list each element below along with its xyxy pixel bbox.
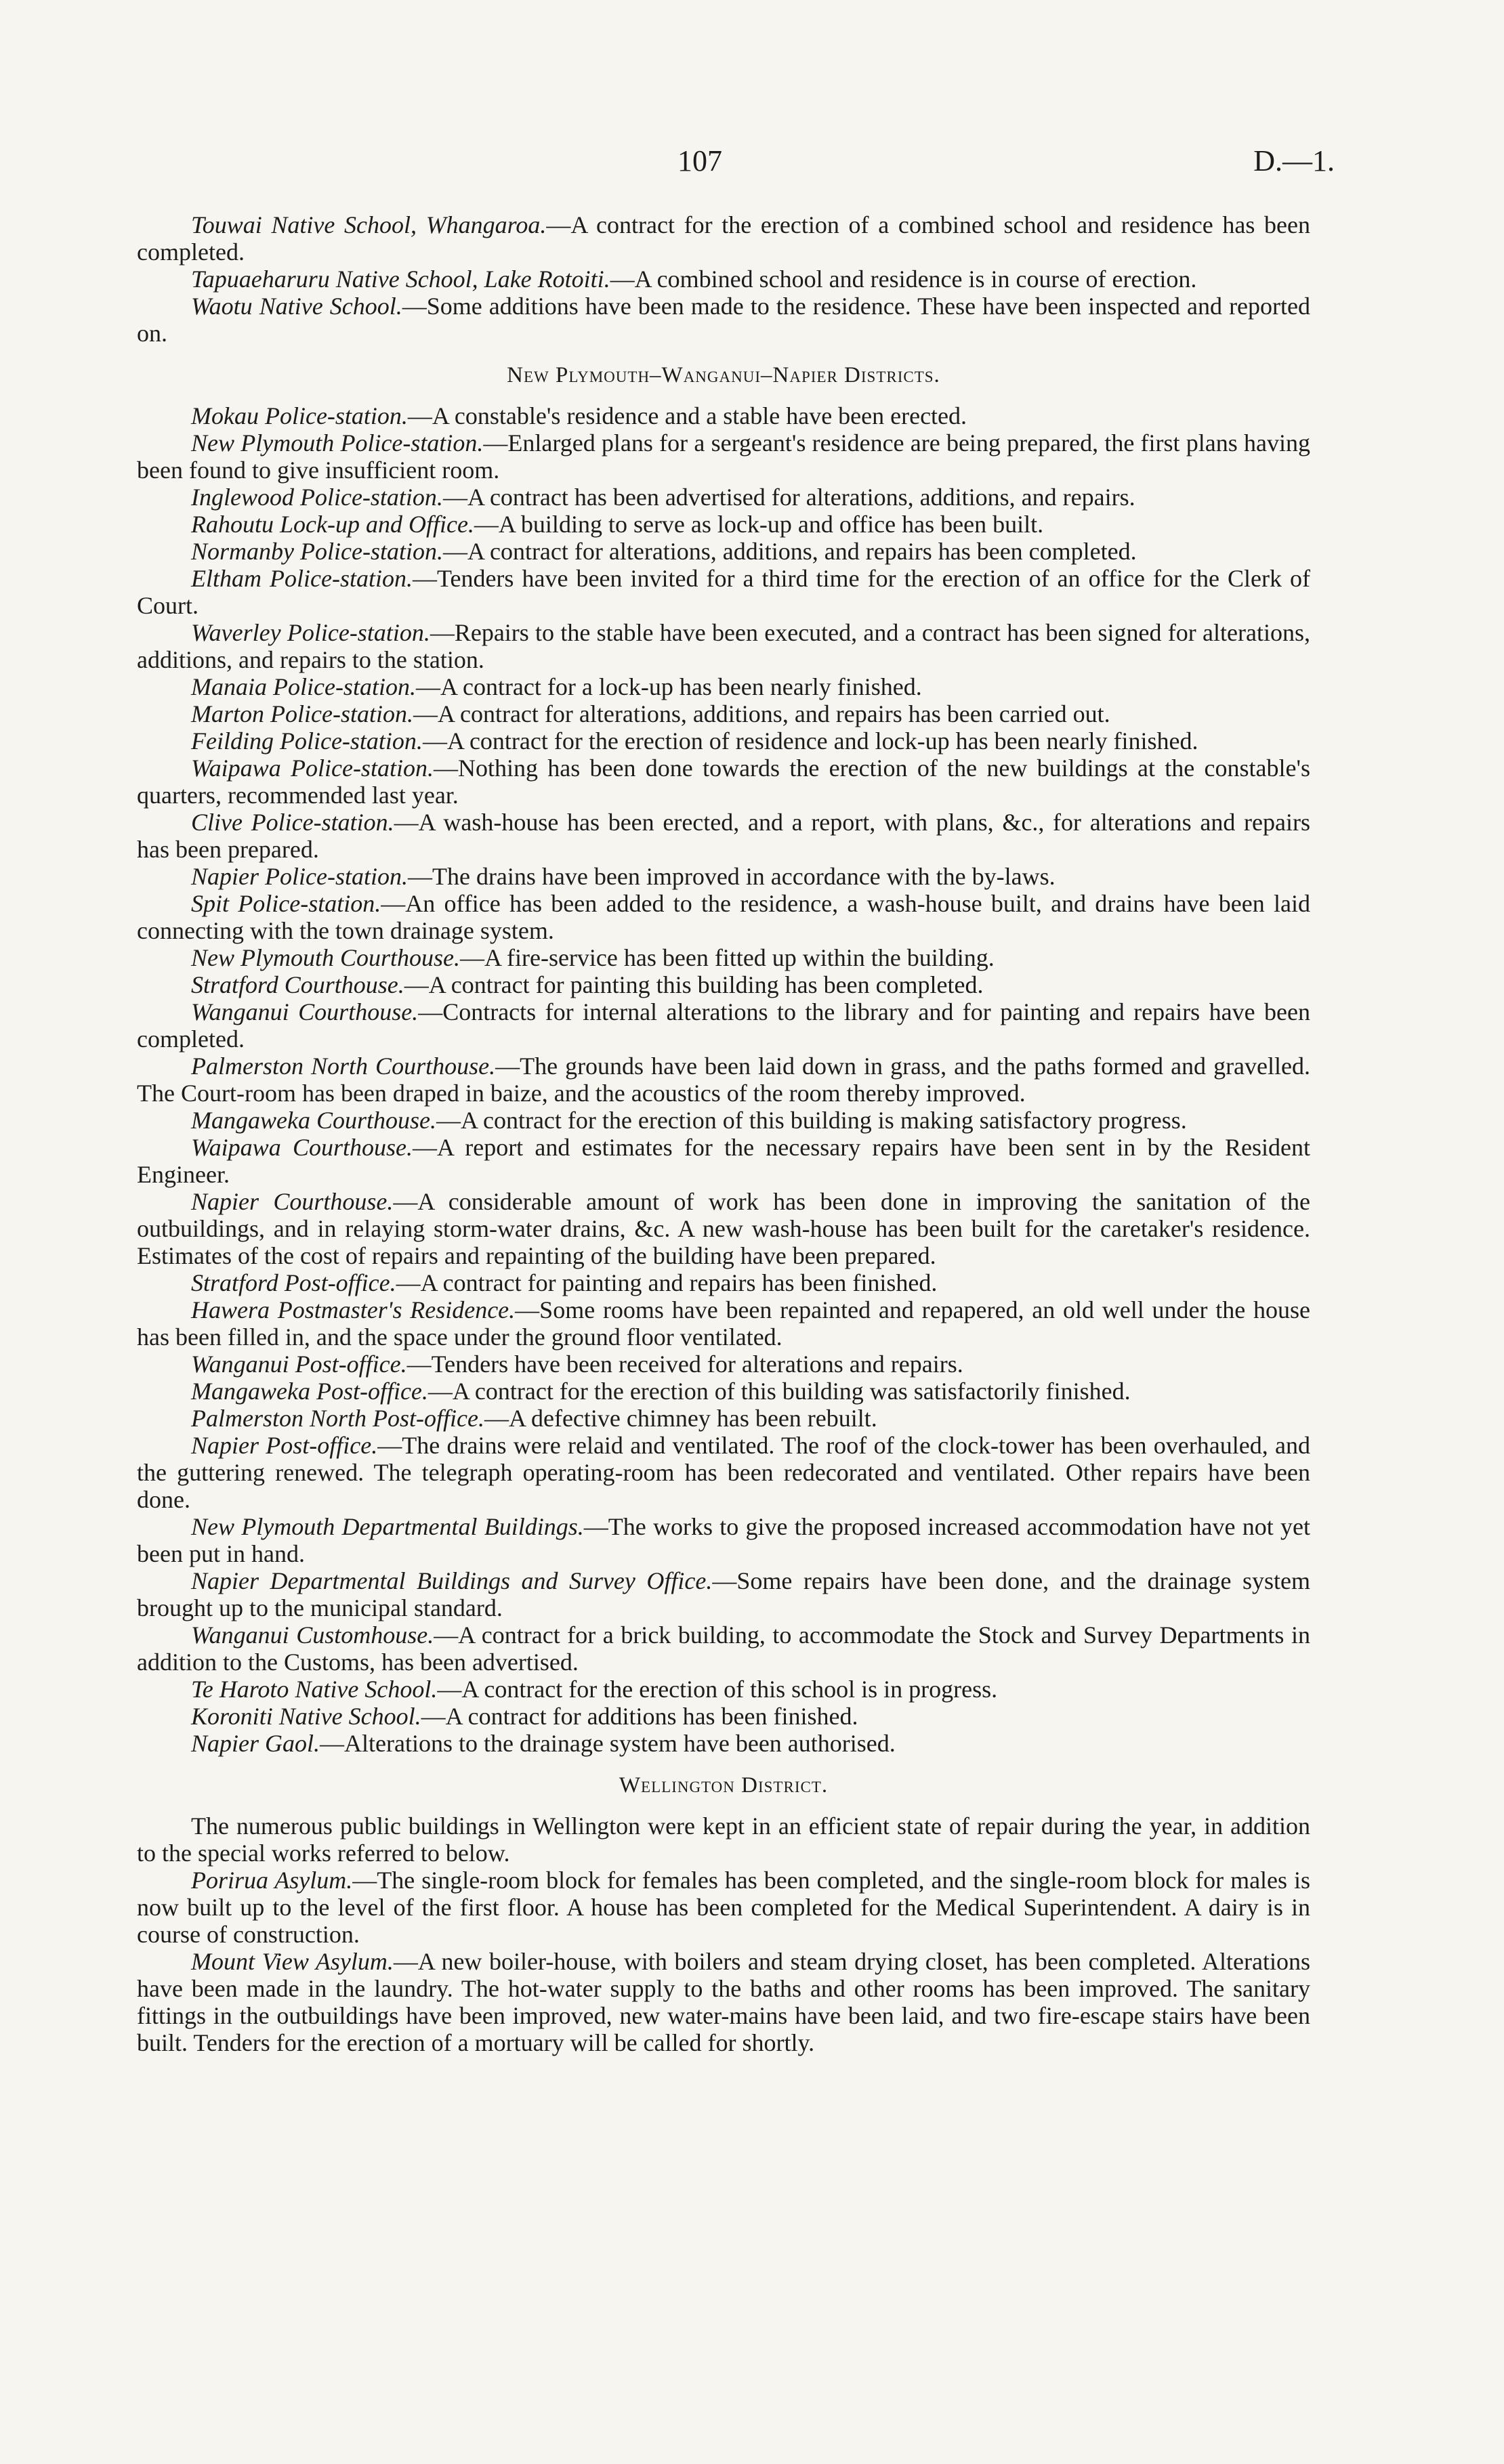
- paragraph: [137, 1378, 1310, 1405]
- paragraph-title: New Plymouth Courthouse.: [191, 944, 460, 971]
- paragraph: [137, 700, 1310, 727]
- paragraph-title: Touwai Native School, Whangaroa.: [191, 211, 547, 238]
- paragraph-title: Waverley Police-station.: [191, 619, 430, 646]
- paragraph: [137, 1621, 1310, 1676]
- paragraph-text: —Some rooms have been repainted and repapered, an old well under the house has been filled in, and the space under the ground floor ventilated.: [137, 1296, 1311, 1351]
- paragraph-text: —A contract for the erection of this building is making satisfactory progress.: [436, 1107, 1187, 1134]
- paragraph-title: Wanganui Customhouse.: [191, 1621, 434, 1649]
- paragraph-text: —The drains have been improved in accordance with the by-laws.: [407, 863, 1056, 890]
- paragraph: [137, 1405, 1310, 1432]
- paragraph: [137, 293, 1310, 347]
- paragraph-title: Stratford Post-office.: [191, 1269, 396, 1296]
- paragraph: [137, 1053, 1310, 1107]
- paragraph: [137, 511, 1310, 538]
- paragraph: [137, 1269, 1310, 1296]
- paragraph-title: Rahoutu Lock-up and Office.: [191, 511, 474, 538]
- paragraph: [137, 619, 1310, 673]
- paragraph-text: —A report and estimates for the necessary repairs have been sent in by the Resident Engineer.: [137, 1134, 1310, 1188]
- paragraph-text: —A contract for alterations, additions, and repairs has been carried out.: [413, 700, 1110, 727]
- paragraph-text: —A contract for the erection of a combined school and residence has been completed.: [137, 211, 1310, 265]
- paragraph-text: —A building to serve as lock-up and office has been built.: [474, 511, 1044, 538]
- paragraph-title: Spit Police-station.: [191, 890, 381, 917]
- paragraph-text: The numerous public buildings in Wellington were kept in an efficient state of repair during the year, in addition to the special works referred to below.: [137, 1812, 1310, 1867]
- paragraph-text: —A contract for alterations, additions, and repairs has been completed.: [442, 538, 1137, 565]
- paragraph-title: Stratford Courthouse.: [191, 971, 404, 998]
- paragraph-title: Porirua Asylum.: [191, 1867, 353, 1894]
- paragraph-text: —A defective chimney has been rebuilt.: [484, 1405, 877, 1432]
- paragraph-text: —Repairs to the stable have been executed, and a contract has been signed for alterations, additions, and repairs to the station.: [137, 619, 1310, 673]
- paragraph-title: Clive Police-station.: [191, 809, 394, 836]
- page-header: [0, 144, 1504, 184]
- paragraph-title: Normanby Police-station.: [191, 538, 443, 565]
- document-reference: D.—1.: [1253, 144, 1335, 177]
- paragraph-text: —A contract for additions has been finished.: [421, 1703, 858, 1730]
- page-number: 107: [677, 144, 722, 177]
- paragraph: [137, 1188, 1310, 1269]
- paragraph-text: —A wash-house has been erected, and a report, with plans, &c., for alterations and repairs has been prepared.: [137, 809, 1310, 863]
- paragraph-title: Mangaweka Post-office.: [191, 1378, 428, 1405]
- paragraph-text: —Contracts for internal alterations to the library and for painting and repairs have been completed.: [137, 998, 1310, 1053]
- paragraph-title: Koroniti Native School.: [191, 1703, 421, 1730]
- paragraph: [137, 1703, 1310, 1730]
- paragraph-text: —Alterations to the drainage system have been authorised.: [320, 1730, 896, 1757]
- paragraph-title: Palmerston North Post-office.: [191, 1405, 484, 1432]
- paragraph-text: —A contract for the erection of this school is in progress.: [437, 1676, 998, 1703]
- paragraph-text: —Tenders have been invited for a third time for the erection of an office for the Clerk of Court.: [137, 565, 1311, 619]
- paragraph: [137, 1676, 1310, 1703]
- paragraph-title: Palmerston North Courthouse.: [191, 1053, 496, 1080]
- section-heading: Wellington District.: [619, 1773, 829, 1798]
- paragraph-title: Wanganui Courthouse.: [191, 998, 419, 1025]
- paragraph-title: Wanganui Post-office.: [191, 1351, 407, 1378]
- paragraph-title: Tapuaeharuru Native School, Lake Rotoiti.: [191, 265, 610, 293]
- paragraph: [137, 863, 1310, 890]
- paragraph: [137, 1812, 1310, 1867]
- paragraph-text: —A contract for painting this building has been completed.: [404, 971, 984, 998]
- paragraph-text: —A contract for the erection of residence and lock-up has been nearly finished.: [422, 727, 1198, 755]
- paragraph: [137, 211, 1310, 265]
- paragraph-title: Napier Departmental Buildings and Survey Office.: [191, 1567, 713, 1594]
- document-body: [137, 211, 1310, 2056]
- paragraph: [137, 1432, 1310, 1513]
- paragraph: [137, 727, 1310, 755]
- paragraph-text: —A contract for painting and repairs has been finished.: [396, 1269, 938, 1296]
- paragraph-title: Waipawa Police-station.: [191, 755, 434, 782]
- paragraph: [137, 1513, 1310, 1567]
- paragraph-text: —A combined school and residence is in course of erection.: [610, 265, 1197, 293]
- paragraph: [137, 1351, 1310, 1378]
- paragraph: [137, 1296, 1310, 1351]
- paragraph-text: —Some additions have been made to the residence. These have been inspected and reported on.: [137, 293, 1311, 347]
- paragraph: [137, 1567, 1310, 1621]
- paragraph-title: Waipawa Courthouse.: [191, 1134, 413, 1161]
- paragraph-text: —The drains were relaid and ventilated. The roof of the clock-tower has been overhauled, and the guttering renewed. The telegraph operating-room has been redecorated and ventilated. Other repairs have been done.: [137, 1432, 1310, 1513]
- paragraph-title: Napier Post-office.: [191, 1432, 378, 1459]
- paragraph: [137, 890, 1310, 944]
- paragraph: [137, 944, 1310, 971]
- paragraph-text: —The works to give the proposed increased accommodation have not yet been put in hand.: [137, 1513, 1310, 1567]
- paragraph-text: —A contract for a lock-up has been nearly finished.: [415, 673, 922, 700]
- paragraph-title: Napier Police-station.: [191, 863, 408, 890]
- paragraph-text: —The single-room block for females has been completed, and the single-room block for males is now built up to the level of the first floor. A house has been completed for the Medical Superintendent. A dairy is in course of construction.: [137, 1867, 1310, 1948]
- paragraph-text: —The grounds have been laid down in grass, and the paths formed and gravelled. The Court-room has been draped in baize, and the acoustics of the room thereby improved.: [137, 1053, 1310, 1107]
- paragraph: [137, 265, 1310, 293]
- paragraph: [137, 971, 1310, 998]
- section-heading: New Plymouth–Wanganui–Napier Districts.: [507, 363, 940, 387]
- paragraph: [137, 1730, 1310, 1757]
- paragraph-text: —A new boiler-house, with boilers and steam drying closet, has been completed. Alterations have been made in the laundry. The hot-water supply to the baths and other rooms has been improved. The sanitary fittings in the outbuildings have been improved, new water-mains have been laid, and two fire-escape stairs have been built. Tenders for the erection of a mortuary will be called for shortly.: [137, 1948, 1310, 2056]
- paragraph-text: —A contract for the erection of this building was satisfactorily finished.: [427, 1378, 1131, 1405]
- paragraph: [137, 1134, 1310, 1188]
- paragraph: [137, 809, 1310, 863]
- paragraph-text: —An office has been added to the residence, a wash-house built, and drains have been laid connecting with the town drainage system.: [137, 890, 1310, 944]
- paragraph-text: —A fire-service has been fitted up within the building.: [459, 944, 995, 971]
- paragraph-text: —A contract has been advertised for alterations, additions, and repairs.: [442, 484, 1135, 511]
- paragraph-title: New Plymouth Police-station.: [191, 429, 484, 456]
- paragraph-title: Manaia Police-station.: [191, 673, 416, 700]
- paragraph-title: Mangaweka Courthouse.: [191, 1107, 436, 1134]
- paragraph-text: —A considerable amount of work has been done in improving the sanitation of the outbuildings, and in relaying storm-water drains, &c. A new wash-house has been built for the caretaker's residence. Estimates of the cost of repairs and repainting of the building have been prepared.: [137, 1188, 1310, 1269]
- paragraph: [137, 1107, 1310, 1134]
- paragraph: [137, 673, 1310, 700]
- paragraph: [137, 484, 1310, 511]
- paragraph-title: Waotu Native School.: [191, 293, 402, 320]
- paragraph-title: Mokau Police-station.: [191, 402, 408, 429]
- paragraph-title: Inglewood Police-station.: [191, 484, 443, 511]
- paragraph-text: —Nothing has been done towards the erection of the new buildings at the constable's quarters, recommended last year.: [137, 755, 1310, 809]
- paragraph-title: Te Haroto Native School.: [191, 1676, 438, 1703]
- paragraph-title: Napier Gaol.: [191, 1730, 320, 1757]
- paragraph-text: —A contract for a brick building, to accommodate the Stock and Survey Departments in addition to the Customs, has been advertised.: [137, 1621, 1310, 1676]
- paragraph: [137, 1948, 1310, 2056]
- paragraph-title: Eltham Police-station.: [191, 565, 413, 592]
- paragraph-title: Hawera Postmaster's Residence.: [191, 1296, 516, 1323]
- paragraph: [137, 755, 1310, 809]
- paragraph: [137, 998, 1310, 1053]
- paragraph-title: New Plymouth Departmental Buildings.: [191, 1513, 584, 1540]
- paragraph: [137, 565, 1310, 619]
- paragraph-text: —Enlarged plans for a sergeant's residence are being prepared, the first plans having been found to give insufficient room.: [137, 429, 1310, 484]
- paragraph-text: —A constable's residence and a stable have been erected.: [407, 402, 967, 429]
- paragraph-title: Mount View Asylum.: [191, 1948, 394, 1975]
- paragraph-title: Marton Police-station.: [191, 700, 413, 727]
- paragraph-text: —Tenders have been received for alterations and repairs.: [406, 1351, 963, 1378]
- paragraph-text: —Some repairs have been done, and the drainage system brought up to the municipal standard.: [137, 1567, 1310, 1621]
- paragraph: [137, 402, 1310, 429]
- paragraph: [137, 1867, 1310, 1948]
- paragraph-title: Feilding Police-station.: [191, 727, 423, 755]
- paragraph: [137, 429, 1310, 484]
- paragraph: [137, 538, 1310, 565]
- paragraph-title: Napier Courthouse.: [191, 1188, 394, 1215]
